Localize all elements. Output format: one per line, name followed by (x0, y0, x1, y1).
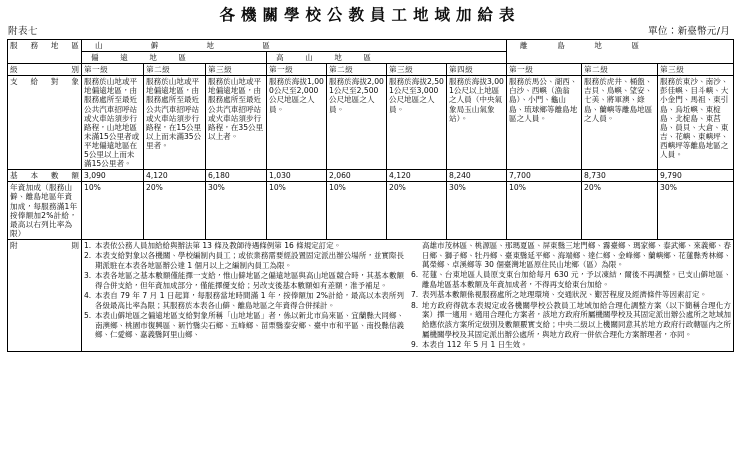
note-item (411, 301, 731, 340)
payment-target-7: 服務於海拔3,001公尺以上地區之人員（中央氣象局玉山氣象站）。 (447, 76, 507, 170)
note-number: 3. (84, 270, 92, 280)
note-item (84, 241, 404, 251)
note-item (84, 291, 404, 310)
payment-target-2: 服務於山地或平地偏遠地區，由服務處所至最近公共汽車招呼站或火車站須步行路程，在15公里以上而未滿35公里者。 (144, 76, 206, 170)
note-number: 5. (84, 310, 92, 320)
row-header-payment-target: 支 給 對 象 (8, 76, 82, 170)
level-header-9: 第二級 (582, 64, 658, 76)
basic-amount-3: 6,180 (206, 170, 267, 182)
note-number (411, 241, 422, 270)
note-number: 7. (411, 290, 419, 300)
level-header-7: 第四級 (447, 64, 507, 76)
meta-row (0, 24, 740, 39)
payment-target-5: 服務於海拔2,001公尺至2,500公尺地區之人員。 (327, 76, 387, 170)
basic-amount-9: 8,730 (582, 170, 658, 182)
basic-amount-5: 2,060 (327, 170, 387, 182)
level-header-3: 第三級 (206, 64, 267, 76)
note-number: 9. (411, 339, 419, 349)
basic-amount-2: 4,120 (144, 170, 206, 182)
level-header-5: 第二級 (327, 64, 387, 76)
note-item (411, 340, 731, 350)
note-number: 6. (411, 270, 419, 280)
payment-target-6: 服務於海拔2,501公尺至3,000公尺地區之人員。 (387, 76, 447, 170)
payment-target-10: 服務於東沙、南沙、彭佳嶼、目斗嶼、大小金門、馬祖、東引島、烏坵嶼、東椗島、北椗島、東莒島、員貝、大倉、東吉、花嶼、東嶼坪、西嶼坪等離島地區之人員。 (658, 76, 734, 170)
allowance-table (7, 39, 734, 352)
payment-target-3: 服務於山地或平地偏遠地區，由服務處所至最近公共汽車招呼站或火車站須步行路程，在35公里以上者。 (206, 76, 267, 170)
level-header-2: 第二級 (144, 64, 206, 76)
table-header-level-row (8, 64, 734, 76)
payment-target-8: 服務於馬公、湖西、白沙、西嶼（漁翁島）、小門、龜山島、琉球鄉等離島地區之人員。 (507, 76, 582, 170)
notes-list-left (84, 241, 404, 340)
note-text: 地方政府得就本表規定或各機關學校公教員工地域加給合理化調整方案（以下簡稱合理化方案）擇一適用。適用合理化方案者，該地方政府所屬機關學校及其固定派出辦公處所之地域加給應依該方案所定級別及數額覈實支給；中央二級以上機關同意其於地方政府行政轄區內之所屬機關學校及其固定派出辦公處所，與地方政府一併依合理化方案辦理者，亦同。 (422, 300, 732, 339)
note-text: 本表各地區之基本數額僅能擇一支給，惟山僻地區之偏遠地區與高山地區競合時，其基本數額得合併支給，但年資加成部分，僅能擇優支給；另改支後基本數額如有差額，准予補足。 (95, 270, 405, 290)
seniority-rate-8: 10% (507, 182, 582, 240)
row-header-basic-amount: 基 本 數 額 (8, 170, 82, 182)
level-header-8: 第一級 (507, 64, 582, 76)
row-header-appendix: 附 則 (8, 239, 82, 351)
note-item (411, 290, 731, 300)
header-group-mountain-remote: 山 僻 地 區 (82, 40, 507, 52)
note-text: 本表依公務人員加給給與辦法第 13 條及教師待遇條例第 16 條規定訂定。 (95, 240, 342, 250)
note-text: 花蓮、台東地區人員原支東台加給每月 630 元，予以凍結，爾後不再調整。已支山僻地區、離島地區基本數額及年資加成者，不得再支給東台加給。 (422, 270, 732, 290)
seniority-rate-6: 20% (387, 182, 447, 240)
seniority-rate-2: 20% (144, 182, 206, 240)
notes-list-right (411, 241, 731, 350)
note-text: 本表自 79 年 7 月 1 日起算，每服務當地時間滿 1 年，按俸額加 2%計給，最高以本表所列各級最高比率為限；其服務於本表各山僻、離島地區之年資得合併採計。 (95, 290, 405, 310)
header-sub-remote: 偏 遠 地 區 (82, 52, 267, 64)
page-title: 各機關學校公教員工地域加給表 (219, 6, 521, 24)
note-item (411, 241, 731, 270)
basic-amount-1: 3,090 (82, 170, 144, 182)
table-wrapper (0, 39, 740, 352)
table-row-seniority-bonus (8, 182, 734, 240)
note-number: 4. (84, 290, 92, 300)
note-item (84, 311, 404, 340)
seniority-rate-1: 10% (82, 182, 144, 240)
seniority-rate-9: 20% (582, 182, 658, 240)
header-service-area: 服 務 地 區 (8, 40, 82, 64)
table-row-payment-target (8, 76, 734, 170)
note-item (84, 271, 404, 290)
note-text: 表列基本數額係視服務處所之地理環境、交通狀況、艱苦程度及經濟條件等因素訂定。 (422, 290, 708, 300)
seniority-rate-3: 30% (206, 182, 267, 240)
basic-amount-10: 9,790 (658, 170, 734, 182)
header-sub-high-mountain: 高 山 地 區 (267, 52, 507, 64)
level-header-6: 第三級 (387, 64, 447, 76)
level-header-1: 第一級 (82, 64, 144, 76)
seniority-rate-10: 30% (658, 182, 734, 240)
basic-amount-6: 4,120 (387, 170, 447, 182)
payment-target-1: 服務於山地或平地偏遠地區，由服務處所至最近公共汽車招呼站或火車站須步行路程，山地地區未滿15公里者或平地偏遠地區在5公里以上而未滿15公里者。 (82, 76, 144, 170)
appendix-notes-cell (82, 239, 734, 351)
note-item (411, 270, 731, 289)
attachment-label: 附表七 (8, 26, 39, 37)
unit-label: 單位：新臺幣元/月 (648, 26, 730, 37)
note-text: 高雄市茂林區、桃源區、那瑪夏區、屏東縣三地門鄉、霧臺鄉、瑪家鄉、泰武鄉、來義鄉、春日鄉、獅子鄉、牡丹鄉、臺東縣延平鄉、海端鄉、達仁鄉、金峰鄉、蘭嶼鄉、花蓮縣秀林鄉、萬榮鄉、卓溪鄉等 30 個臺灣地區原住民山地鄉（區）為限。 (422, 240, 732, 270)
level-header-10: 第三級 (658, 64, 734, 76)
note-number: 8. (411, 300, 419, 310)
notes-column-right (411, 241, 731, 350)
seniority-rate-5: 10% (327, 182, 387, 240)
header-group-islands: 離 島 地 區 (507, 40, 734, 64)
note-text: 本表山僻地區之偏遠地區支給對象所稱「山地地區」者，係以新北市烏來區、宜蘭縣大同鄉、南澳鄉、桃園市復興區、新竹縣尖石鄉、五峰鄉、苗栗縣泰安鄉、臺中市和平區、南投縣信義鄉、仁愛鄉、嘉義縣阿里山鄉、 (95, 310, 405, 340)
table-header-group-row (8, 40, 734, 52)
basic-amount-8: 7,700 (507, 170, 582, 182)
table-row-basic-amount (8, 170, 734, 182)
seniority-rate-7: 30% (447, 182, 507, 240)
row-header-seniority-bonus: 年資加成（服務山僻、離島地區年資加成，每服務滿1年按俸額加2%計給，最高以右列比率為限） (8, 182, 82, 240)
payment-target-4: 服務於海拔1,000公尺至2,000公尺地區之人員。 (267, 76, 327, 170)
note-number: 2. (84, 251, 92, 261)
payment-target-9: 服務於虎井、桶盤、吉貝、鳥嶼、望安、七美、將軍澳、綠島、蘭嶼等離島地區之人員。 (582, 76, 658, 170)
seniority-rate-4: 10% (267, 182, 327, 240)
basic-amount-4: 1,030 (267, 170, 327, 182)
table-row-appendix (8, 239, 734, 351)
note-text: 本表自 112 年 5 月 1 日生效。 (422, 339, 528, 349)
header-level: 級 別 (8, 64, 82, 76)
note-item (84, 251, 404, 270)
notes-column-left (84, 241, 404, 350)
level-header-4: 第一級 (267, 64, 327, 76)
note-number: 1. (84, 240, 92, 250)
basic-amount-7: 8,240 (447, 170, 507, 182)
note-text: 本表支給對象以各機關、學校編制內員工；或依業務需要經設置固定派出辦公場所，並實際長期派駐在本表各地區辦公達 1 個月以上之編制內員工為限。 (95, 251, 405, 270)
